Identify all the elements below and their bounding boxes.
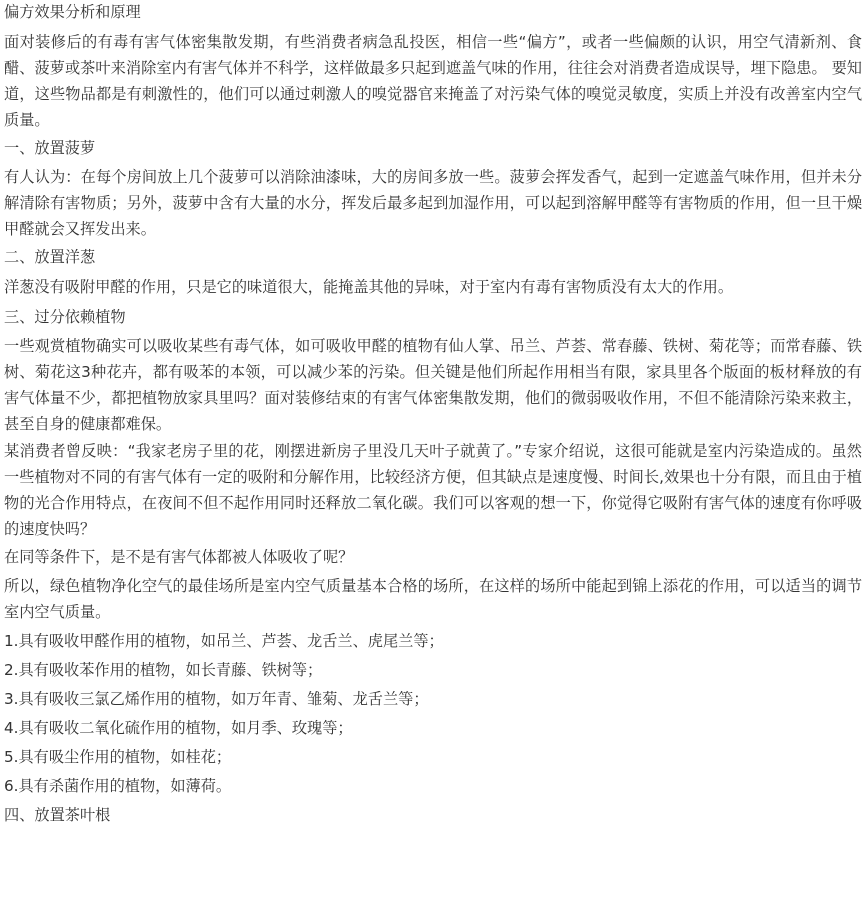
section-heading-tea: 四、放置茶叶根 <box>4 806 111 824</box>
list-item: 4.具有吸收二氧化硫作用的植物，如月季、玫瑰等； <box>4 719 353 737</box>
article <box>4 0 862 830</box>
list-item: 5.具有吸尘作用的植物，如桂花； <box>4 748 232 766</box>
article-title: 偏方效果分析和原理 <box>4 3 141 21</box>
list-item: 1.具有吸收甲醛作用的植物，如吊兰、芦荟、龙舌兰、虎尾兰等； <box>4 632 444 650</box>
section-body-onion: 洋葱没有吸附甲醛的作用，只是它的味道很大，能掩盖其他的异味，对于室内有毒有害物质没有太大的作用。 <box>4 278 733 296</box>
section-body-plants-3: 在同等条件下，是不是有害气体都被人体吸收了呢？ <box>4 548 354 566</box>
list-item: 3.具有吸收三氯乙烯作用的植物，如万年青、雏菊、龙舌兰等； <box>4 690 429 708</box>
section-body-plants-2: 某消费者曾反映：“我家老房子里的花，刚摆进新房子里没几天叶子就黄了。”专家介绍说，这很可能就是室内污染造成的。虽然一些植物对不同的有害气体有一定的吸附和分解作用，比较经济方便，但其缺点是速度慢、时间长,效果也十分有限，而且由于植物的光合作用特点，在夜间不但不起作用同时还释放二氧化碳。我们可以客观的想一下，你觉得它吸附有害气体的速度有你呼吸的速度快吗？ <box>4 442 862 538</box>
section-heading-pineapple: 一、放置菠萝 <box>4 139 96 157</box>
section-body-pineapple: 有人认为：在每个房间放上几个菠萝可以消除油漆味，大的房间多放一些。菠萝会挥发香气，起到一定遮盖气味作用，但并未分解清除有害物质；另外，菠萝中含有大量的水分，挥发后最多起到加湿作用，可以起到溶解甲醛等有害物质的作用，但一旦干燥甲醛就会又挥发出来。 <box>4 168 862 238</box>
section-body-plants-4: 所以，绿色植物净化空气的最佳场所是室内空气质量基本合格的场所，在这样的场所中能起到锦上添花的作用，可以适当的调节室内空气质量。 <box>4 577 862 621</box>
intro-paragraph: 面对装修后的有毒有害气体密集散发期，有些消费者病急乱投医，相信一些“偏方”，或者一些偏颇的认识，用空气清新剂、食醋、菠萝或茶叶来消除室内有害气体并不科学，这样做最多只起到遮盖气味的作用，往往会对消费者造成误导，埋下隐患。 要知道，这些物品都是有刺激性的，他们可以通过刺激人的嗅觉器官来掩盖了对污染气体的嗅觉灵敏度，实质上并没有改善室内空气质量。 <box>4 33 862 129</box>
list-item: 2.具有吸收苯作用的植物，如长青藤、铁树等； <box>4 661 323 679</box>
section-body-plants-1: 一些观赏植物确实可以吸收某些有毒气体，如可吸收甲醛的植物有仙人掌、吊兰、芦荟、常春藤、铁树、菊花等；而常春藤、铁树、菊花这3种花卉，都有吸苯的本领，可以减少苯的污染。但关键是他们所起作用相当有限，家具里各个版面的板材释放的有害气体量不少，都把植物放家具里吗？面对装修结束的有害气体密集散发期，他们的微弱吸收作用，不但不能清除污染来救主，甚至自身的健康都难保。 <box>4 337 862 433</box>
list-item: 6.具有杀菌作用的植物，如薄荷。 <box>4 777 232 795</box>
section-heading-plants: 三、过分依赖植物 <box>4 308 126 326</box>
section-heading-onion: 二、放置洋葱 <box>4 248 96 266</box>
